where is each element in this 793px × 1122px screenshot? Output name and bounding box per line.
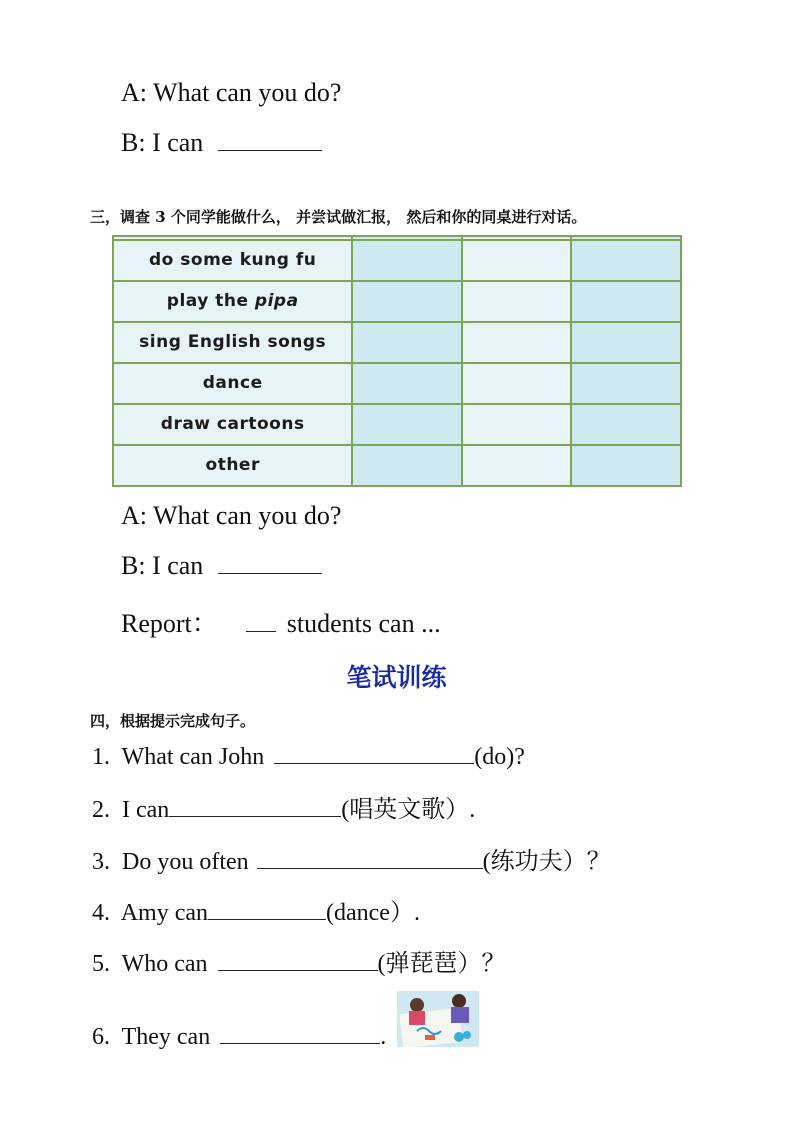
item-number: 5. [92,951,110,977]
item-text: Do you often [122,849,249,875]
dialog-line-b-text: B: I can [121,128,204,157]
item-number: 2. [92,797,110,823]
answer-blank[interactable] [218,128,322,151]
activity-label: sing English songs [113,322,352,363]
activity-label-text: play the [166,291,255,312]
dialog-line-a: A: What can you do? [121,78,342,107]
item-hint: (do)? [474,744,525,770]
table-row [113,240,681,281]
dialog-line-b-text: B: I can [121,551,204,580]
item-hint: (dance）. [326,900,420,926]
exercise-item-6 [92,1021,386,1051]
dialog-line-a: A: What can you do? [121,501,342,530]
item-text: Amy can [120,900,208,926]
table-row [113,363,681,404]
report-text: students can ... [286,609,441,638]
table-row [113,445,681,486]
table-cell[interactable] [352,322,462,363]
item-text: I can [122,797,170,823]
activity-label: do some kung fu [113,240,352,281]
item-text: What can John [121,744,265,770]
report-line [121,603,441,640]
table-cell[interactable] [352,281,462,322]
answer-blank[interactable] [218,551,322,574]
exercise-item-4 [92,892,420,927]
item-hint: . [380,1024,387,1050]
table-row [113,281,681,322]
activity-label: other [113,445,352,486]
answer-blank[interactable] [220,1021,380,1044]
exercise-item-3 [92,841,611,876]
table-row [113,404,681,445]
table-cell[interactable] [462,281,572,322]
section-3-heading: 三，调查 3 个同学能做什么， 并尝试做汇报， 然后和你的同桌进行对话。 [90,208,587,226]
answer-blank[interactable] [218,948,378,971]
written-practice-title: 笔试训练 [346,663,447,692]
table-cell[interactable] [462,322,572,363]
item-number: 6. [92,1024,110,1050]
activity-label: draw cartoons [113,404,352,445]
table-cell[interactable] [352,363,462,404]
table-cell[interactable] [571,445,681,486]
table-cell[interactable] [571,281,681,322]
answer-blank[interactable] [274,741,474,764]
item-hint: (练功夫）？ [482,849,611,875]
table-cell[interactable] [352,404,462,445]
item-text: They can [121,1024,211,1050]
report-label: Report： [121,609,218,638]
answer-blank[interactable] [257,846,483,869]
activity-label: dance [113,363,352,404]
exercise-item-2 [92,789,475,824]
activity-label-italic: pipa [254,291,299,312]
activity-label [113,281,352,322]
item-text: Who can [121,951,208,977]
table-cell[interactable] [352,240,462,281]
answer-blank[interactable] [208,897,326,920]
table-cell[interactable] [462,240,572,281]
table-row [113,322,681,363]
dialog-line-b [121,128,322,158]
table-cell[interactable] [462,363,572,404]
item-hint: (唱英文歌）. [341,797,476,823]
table-cell[interactable] [571,240,681,281]
table-cell[interactable] [352,445,462,486]
item-number: 1. [92,744,110,770]
survey-table [112,235,682,487]
report-count-blank[interactable] [246,609,276,632]
table-cell[interactable] [571,404,681,445]
section-4-heading: 四，根据提示完成句子。 [90,712,256,730]
exercise-item-5 [92,943,506,978]
table-cell[interactable] [571,322,681,363]
kids-drawing-illustration [397,991,479,1047]
exercise-item-1 [92,741,525,771]
dialog-line-b [121,551,322,581]
answer-blank[interactable] [169,794,341,817]
table-cell[interactable] [462,404,572,445]
item-number: 3. [92,849,110,875]
item-number: 4. [92,900,110,926]
table-cell[interactable] [571,363,681,404]
item-hint: (弹琵琶）？ [377,951,506,977]
table-cell[interactable] [462,445,572,486]
